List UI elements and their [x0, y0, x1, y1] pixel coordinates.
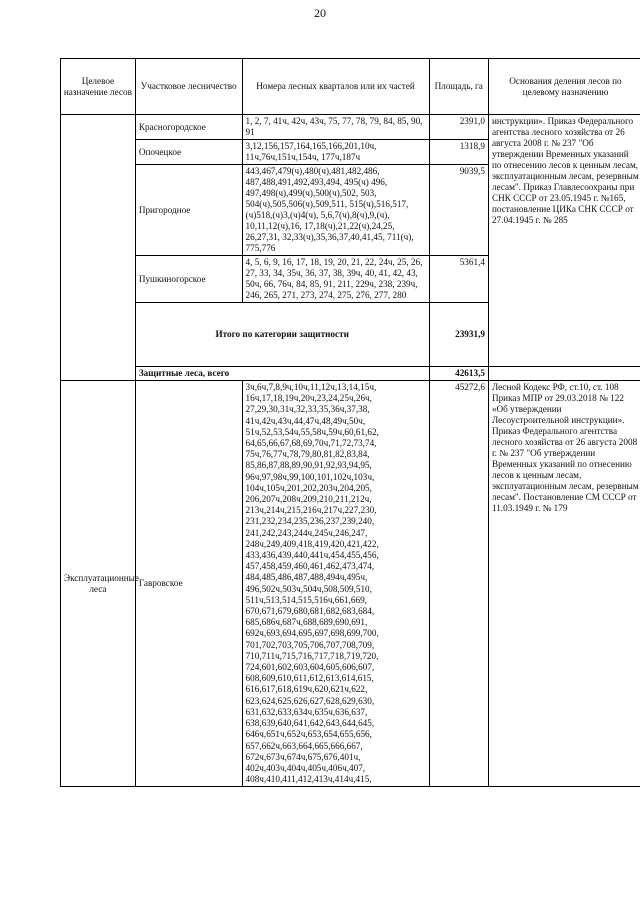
purpose-cell: Эксплуатационные леса [61, 381, 136, 787]
quarters-cell: 1, 2, 7, 41ч, 42ч, 43ч, 75, 77, 78, 79, 84, 85, 90, 91 [242, 115, 429, 140]
table-row-exploitation [61, 381, 640, 787]
area-cell: 1318,9 [429, 140, 488, 165]
quarters-cell: 443,467,479(ч),480(ч),481,482,486, 487,488,491,492,493,494, 495(ч) 496, 497,498(ч),499(ч),500(ч),502, 503, 504(ч),505,506(ч),509,511, 515(ч),516,517,(ч)518,(ч)3,(ч)4(ч), 5,6,7(ч),8(ч),9,(ч), 10,11,12(ч),16, 17,18(ч),21,22(ч),24,25, 26,27,31, 32,33(ч),35,36,37,40,41,45, 711(ч), 775,776 [242, 165, 429, 256]
quarters-cell: 3ч,6ч,7,8,9ч,10ч,11,12ч,13,14,15ч, 16ч,17,18,19ч,20ч,23,24,25ч,26ч, 27,29,30,31ч,32,33,35,36ч,37,38, 41ч,42ч,43ч,44,47ч,48,49ч,50ч, 51ч,52,53,54ч,55,58ч,59ч,60,61,62, 64,65,66,67,68,69,70ч,71,72,73,74, 75ч,76,77ч,78,79,80,81,82,83,84, 85,86,87,88,89,90,91,92,93,94,95, 96ч,97,98ч,99,100,101,102ч,103ч, 104ч,105ч,201,202,203ч,204,205, 206,207ч,208ч,209,210,211,212ч, 213ч,214ч,215,216ч,217ч,227,230, 231,232,234,235,236,237,239,240, 241,242,243,244ч,245ч,246,247, 248ч,249,409,418,419,420,421,422, 433,436,439,440,441ч,454,455,456, 457,458,459,460,461,462,473,474, 484,485,486,487,488,494ч,495ч, 496,502ч,503ч,504ч,508,509,510, 511ч,513,514,515,516ч,661,669, 670,671,679,680,681,682,683,684, 685,686ч,687ч,688,689,690,691, 692ч,693,694,695,697,698,699,700, 701,702,703,705,706,707,708,709, 710,711ч,715,716,717,718,719,720, 724,601,602,603,604,605,606,607, 608,609,610,611,612,613,614,615, 616,617,618,619ч,620,621ч,622, 623,624,625,626,627,628,629,630, 631,632,633,634ч,635ч,636,637, 638,639,640,641,642,643,644,645, 646ч,651ч,652ч,653,654,655,656, 657,662ч,663,664,665,666,667, 672ч,673ч,674ч,675,676,401ч, 402ч,403ч,404ч,405ч,406ч,407, 408ч,410,411,412,413ч,414ч,415, [242, 381, 429, 787]
quarters-cell: 3,12,156,157,164,165,166,201,10ч, 11ч,76ч,151ч,154ч, 177ч,187ч [242, 140, 429, 165]
forest-purpose-table [60, 58, 640, 787]
district-cell: Пригородное [135, 165, 242, 256]
area-cell: 45272,6 [429, 381, 488, 787]
district-cell: Красногородское [135, 115, 242, 140]
page-number: 20 [314, 6, 326, 20]
header-purpose: Целевое назначение лесов [61, 59, 136, 115]
table-row [61, 115, 640, 140]
protective-total-label: Защитные леса, всего [135, 367, 429, 381]
category-total-value: 23931,9 [429, 303, 488, 367]
header-area: Площадь, га [429, 59, 488, 115]
basis-cell-protective: инструкции». Приказ Федерального агентства лесного хозяйства от 26 августа 2008 г. № 237 "Об утверждении Временных указаний по отнесению лесов к ценным лесам, эксплуатационным лесам, резервным лесам". Приказ Главлесоохраны при СНК СССР от 23.05.1945 г. №165, постановление ЦИКа СНК СССР от 27.04.1945 г. № 285 [488, 115, 640, 367]
district-cell: Опочецкое [135, 140, 242, 165]
district-cell: Пушкиногорское [135, 256, 242, 303]
header-quarters: Номера лесных кварталов или их частей [242, 59, 429, 115]
purpose-cell-protective-empty [61, 115, 136, 381]
header-basis: Основания деления лесов по целевому назначению [488, 59, 640, 115]
table-header-row [61, 59, 640, 115]
protective-total-row [61, 367, 640, 381]
protective-total-value: 42613,5 [429, 367, 488, 381]
area-cell: 5361,4 [429, 256, 488, 303]
basis-cell-exploitation: Лесной Кодекс РФ, ст.10, ст. 108 Приказ МПР от 29.03.2018 № 122 «Об утверждении Лесоустроительной инструкции». Приказ Федерального агентства лесного хозяйства от 26 августа 2008 г. № 237 "Об утверждении Временных указаний по отнесению лесов к ценным лесам, эксплуатационным лесам, резервным лесам". Постановление СМ СССР от 11.03.1949 г. № 179 [488, 381, 640, 787]
basis-cell-empty [488, 367, 640, 381]
category-total-label: Итого по категории защитности [135, 303, 429, 367]
district-cell: Гавровское [135, 381, 242, 787]
area-cell: 9039,5 [429, 165, 488, 256]
area-cell: 2391,0 [429, 115, 488, 140]
header-district: Участковое лесничество [135, 59, 242, 115]
quarters-cell: 4, 5, 6, 9, 16, 17, 18, 19, 20, 21, 22, 24ч, 25, 26, 27, 33, 34, 35ч, 36, 37, 38, 39ч, 40, 41, 42, 43, 50ч, 66, 76ч, 84, 85, 91, 211, 229ч, 238, 239ч, 246, 265, 271, 273, 274, 275, 276, 277, 280 [242, 256, 429, 303]
